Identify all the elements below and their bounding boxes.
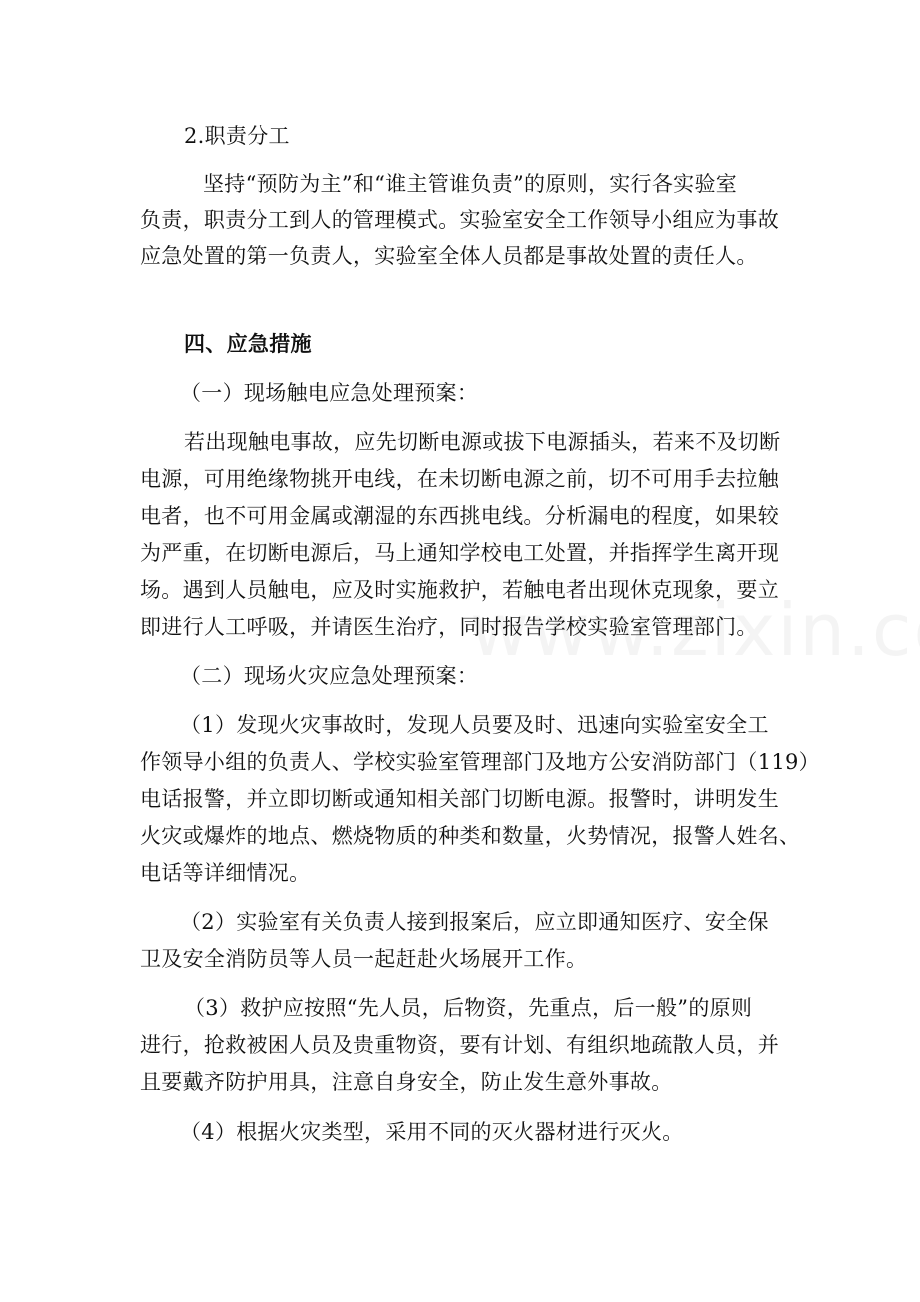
paragraph-line: 电者，也不可用金属或潮湿的东西挑电线。分析漏电的程度，如果较 — [140, 504, 779, 528]
paragraph-line: 负责，职责分工到人的管理模式。实验室安全工作领导小组应为事故 — [140, 208, 779, 232]
list-item-line: 火灾或爆炸的地点、燃烧物质的种类和数量，火势情况，报警人姓名、 — [140, 824, 801, 848]
paragraph-line: 场。遇到人员触电，应及时实施救护，若触电者出现休克现象，要立 — [140, 578, 779, 602]
list-item-line: 作领导小组的负责人、学校实验室管理部门及地方公安消防部门（119） — [140, 750, 820, 774]
list-item-line: 且要戴齐防护用具，注意自身安全，防止发生意外事故。 — [140, 1070, 673, 1094]
section-2-title: 2.职责分工 — [184, 124, 290, 148]
subsection-1-title: （一）现场触电应急处理预案： — [180, 381, 479, 405]
paragraph-line: 为严重，在切断电源后，马上通知学校电工处置，并指挥学生离开现 — [140, 541, 779, 565]
list-item-line: （4）根据火灾类型，采用不同的灭火器材进行灭火。 — [180, 1120, 684, 1144]
list-item-line: 卫及安全消防员等人员一起赶赴火场展开工作。 — [140, 947, 588, 971]
section-4-title: 四、应急措施 — [184, 331, 312, 356]
list-item-line: 进行，抢救被困人员及贵重物资，要有计划、有组织地疏散人员，并 — [140, 1033, 779, 1057]
paragraph-line: 即进行人工呼吸，并请医生治疗，同时报告学校实验室管理部门。 — [140, 615, 758, 639]
paragraph-line: 电源，可用绝缘物挑开电线，在未切断电源之前，切不可用手去拉触 — [140, 467, 779, 491]
subsection-2-title: （二）现场火灾应急处理预案： — [180, 664, 479, 688]
list-item-line: （3）救护应按照“先人员，后物资，先重点，后一般”的原则 — [184, 996, 753, 1020]
list-item-line: 电话等详细情况。 — [140, 861, 311, 885]
paragraph-line: 坚持“预防为主”和“谁主管谁负责”的原则，实行各实验室 — [203, 172, 738, 196]
paragraph-line: 若出现触电事故，应先切断电源或拔下电源插头，若来不及切断 — [184, 430, 781, 454]
paragraph-line: 应急处置的第一负责人，实验室全体人员都是事故处置的责任人。 — [140, 244, 758, 268]
list-item-line: （1）发现火灾事故时，发现人员要及时、迅速向实验室安全工 — [180, 713, 769, 737]
list-item-line: 电话报警，并立即切断或通知相关部门切断电源。报警时，讲明发生 — [140, 787, 779, 811]
list-item-line: （2）实验室有关负责人接到报案后，应立即通知医疗、安全保 — [180, 910, 769, 934]
